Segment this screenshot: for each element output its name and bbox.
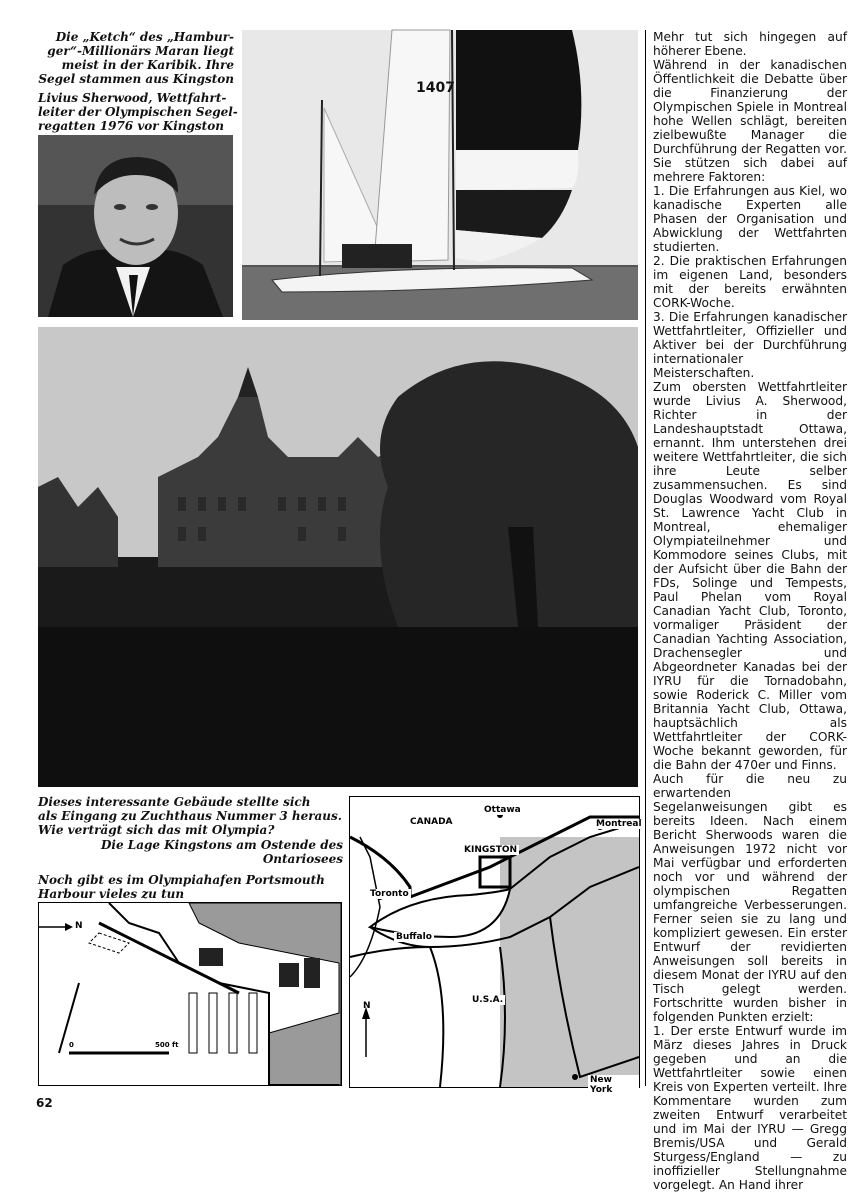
sailboat-photo	[242, 30, 638, 320]
map-label-canada: CANADA	[410, 817, 453, 827]
region-map	[349, 796, 642, 1095]
caption-building	[38, 795, 348, 837]
caption-line: Dieses interessante Gebäude stellte sich	[38, 795, 311, 809]
caption-ketch	[36, 30, 234, 86]
portrait-photo	[38, 135, 233, 317]
caption-line: Segel stammen aus Kingston	[38, 72, 234, 86]
caption-line: Wie verträgt sich das mit Olympia?	[38, 823, 275, 837]
map-label-kingston: KINGSTON	[464, 845, 518, 855]
article-paragraph: 1. Die Erfahrungen aus Kiel, wo kanadische Experten alle Phasen der Organisation und Abwicklung der Wettfahrten studierten.	[653, 184, 847, 254]
article-paragraph: Zum obersten Wettfahrtleiter wurde Livius A. Sherwood, Richter in der Landeshauptstadt Ottawa, ernannt. Ihm unterstehen drei weitere Wettfahrtleiter, die sich ihre Leute selber zusammensuchen. Es sind Douglas Woodward vom Royal St. Lawrence Yacht Club in Montreal, ehemaliger Olympiateilnehmer und Kommodore seines Clubs, mit der Aufsicht über die Bahn der FDs, Solinge und Tempests, Paul Phelan vom Royal Canadian Yacht Club, Toronto, vormaliger Präsident der Canadian Yachting Association, Drachensegler und Abgeordneter Kanadas bei der IYRU für die Tornadobahn, sowie Roderick C. Miller vom Britannia Yacht Club, Ottawa, hauptsächlich als Wettfahrtleiter der CORK-Woche bekannt geworden, für die Bahn der 470er und Finns.	[653, 380, 847, 772]
caption-line: leiter der Olympischen Segel-	[38, 105, 238, 119]
harbour-north-label: N	[75, 921, 83, 931]
caption-line: meist in der Karibik. Ihre	[61, 58, 234, 72]
caption-line: ger“-Millionärs Maran liegt	[47, 44, 234, 58]
caption-line: regatten 1976 vor Kingston	[38, 119, 224, 133]
caption-portsmouth	[38, 873, 348, 901]
caption-kingston	[38, 838, 343, 866]
caption-line: Die „Ketch“ des „Hambur-	[55, 30, 234, 44]
map-label-newyork: New York	[588, 1075, 639, 1095]
building-photo	[38, 327, 638, 787]
article-column	[653, 30, 847, 1192]
caption-line: Harbour vieles zu tun	[38, 887, 185, 901]
caption-line: als Eingang zu Zuchthaus Nummer 3 heraus.	[38, 809, 342, 823]
column-rule	[645, 30, 646, 1086]
map-north-label: N	[363, 1001, 371, 1011]
sail-number: 14071	[416, 80, 465, 96]
article-paragraph: 1. Der erste Entwurf wurde im März dieses Jahres in Druck gegeben und an die Wettfahrtleiter sowie einen Kreis von Experten verteilt. Ihre Kommentare wurden zum zweiten Entwurf verarbeitet und im Mai der IYRU — Gregg Bremis/USA und Gerald Sturgess/England — zu inoffizieller Stellungnahme vorgelegt. An Hand ihrer	[653, 1024, 847, 1192]
article-paragraph: 2. Die praktischen Erfahrungen im eigenen Land, besonders mit der bereits erwähnten CORK-Woche.	[653, 254, 847, 310]
caption-line: Die Lage Kingstons am Ostende des	[100, 838, 343, 852]
caption-line: Livius Sherwood, Wettfahrt-	[38, 91, 227, 105]
map-label-buffalo: Buffalo	[396, 932, 432, 942]
map-label-montreal: Montreal	[596, 819, 642, 829]
map-label-usa: U.S.A.	[472, 995, 504, 1005]
page-number: 62	[36, 1096, 53, 1110]
map-label-toronto: Toronto	[370, 889, 409, 899]
harbour-map	[38, 902, 342, 1086]
caption-sherwood	[38, 91, 238, 133]
article-paragraph: Mehr tut sich hingegen auf höherer Ebene.	[653, 30, 847, 58]
caption-line: Ontariosees	[262, 852, 343, 866]
harbour-scale-zero: 0	[69, 1041, 74, 1049]
article-paragraph: 3. Die Erfahrungen kanadischer Wettfahrtleiter, Offizieller und Aktiver bei der Durchführung internationaler Meisterschaften.	[653, 310, 847, 380]
harbour-scale-label: 500 ft	[155, 1041, 179, 1049]
article-paragraph: Während in der kanadischen Öffentlichkeit die Debatte über die Finanzierung der Olympischen Spiele in Montreal hohe Wellen schlägt, bereiten zielbewußte Manager die Durchführung der Regatten vor. Sie stützen sich dabei auf mehrere Faktoren:	[653, 58, 847, 184]
map-label-ottawa: Ottawa	[484, 805, 521, 815]
caption-line: Noch gibt es im Olympiahafen Portsmouth	[38, 873, 325, 887]
article-paragraph: Auch für die neu zu erwartenden Segelanweisungen gibt es bereits Ideen. Nach einem Bericht Sherwoods waren die Anweisungen 1972 nicht vor Mai verfügbar und erforderten noch vor und während der olympischen Regatten umfangreiche Verbesserungen. Ferner seien sie zu lang und kompliziert gewesen. Ein erster Entwurf der revidierten Anweisungen soll bereits in diesem Monat der IYRU auf den Tisch gelegt werden. Fortschritte wurden bisher in folgenden Punkten erzielt:	[653, 772, 847, 1024]
